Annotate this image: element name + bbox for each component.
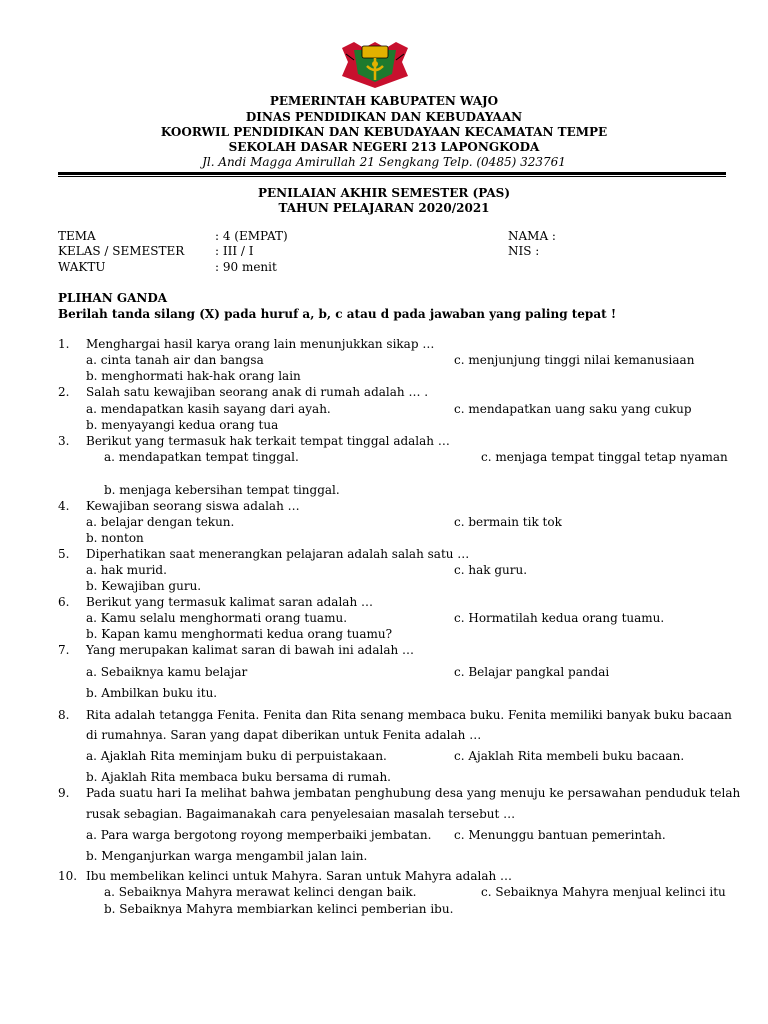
option-a: a. Sebaiknya Mahyra merawat kelinci dengan baik.	[104, 885, 417, 899]
letterhead-line-4: SEKOLAH DASAR NEGERI 213 LAPONGKODA	[228, 140, 540, 154]
option-a: a. belajar dengan tekun.	[86, 515, 235, 529]
option-b: b. menghormati hak-hak orang lain	[86, 369, 301, 383]
question-text: Diperhatikan saat menerangkan pelajaran adalah salah satu …	[86, 547, 470, 561]
question-text: Salah satu kewajiban seorang anak di rumah adalah … .	[86, 385, 429, 399]
option-b: b. menyayangi kedua orang tua	[86, 418, 279, 432]
option-b: b. Ajaklah Rita membaca buku bersama di rumah.	[86, 770, 391, 784]
option-b: b. Kapan kamu menghormati kedua orang tuamu?	[86, 627, 393, 641]
option-c: c. bermain tik tok	[454, 515, 562, 529]
waktu-value: : 90 menit	[215, 260, 277, 274]
option-b: b. Kewajiban guru.	[86, 579, 202, 593]
exam-year: TAHUN PELAJARAN 2020/2021	[278, 201, 490, 215]
option-a: a. Para warga bergotong royong memperbaiki jembatan.	[86, 828, 432, 842]
question-text: Menghargai hasil karya orang lain menunjukkan sikap …	[86, 337, 435, 351]
regency-crest-icon	[340, 40, 410, 90]
question-number: 5.	[58, 547, 70, 561]
question-text: Kewajiban seorang siswa adalah …	[86, 499, 300, 513]
question-number: 2.	[58, 385, 70, 399]
option-b: b. Menganjurkan warga mengambil jalan lain.	[86, 849, 368, 863]
option-a: a. Kamu selalu menghormati orang tuamu.	[86, 611, 348, 625]
question-text-cont: di rumahnya. Saran yang dapat diberikan untuk Fenita adalah …	[86, 728, 482, 742]
question-number: 8.	[58, 708, 70, 722]
option-c: c. menjaga tempat tinggal tetap nyaman	[481, 450, 728, 464]
option-c: c. Belajar pangkal pandai	[454, 665, 610, 679]
option-b: b. Ambilkan buku itu.	[86, 686, 218, 700]
option-a: a. Sebaiknya kamu belajar	[86, 665, 248, 679]
question-text: Yang merupakan kalimat saran di bawah ini adalah …	[86, 643, 415, 657]
letterhead-address: Jl. Andi Magga Amirullah 21 Sengkang Telp. (0485) 323761	[202, 155, 566, 169]
question-number: 6.	[58, 595, 70, 609]
nis-label: NIS :	[508, 244, 540, 258]
waktu-label: WAKTU	[58, 260, 106, 274]
kelas-value: : III / I	[215, 244, 254, 258]
question-number: 9.	[58, 786, 70, 800]
section-instruction: Berilah tanda silang (X) pada huruf a, b, c atau d pada jawaban yang paling tepat !	[58, 307, 617, 321]
question-number: 10.	[58, 869, 78, 883]
exam-title: PENILAIAN AKHIR SEMESTER (PAS)	[257, 186, 511, 200]
letterhead-line-3: KOORWIL PENDIDIKAN DAN KEBUDAYAAN KECAMATAN TEMPE	[160, 125, 608, 139]
question-number: 1.	[58, 337, 70, 351]
question-number: 7.	[58, 643, 70, 657]
option-b: b. Sebaiknya Mahyra membiarkan kelinci pemberian ibu.	[104, 902, 454, 916]
question-text: Berikut yang termasuk hak terkait tempat tinggal adalah …	[86, 434, 450, 448]
question-text: Berikut yang termasuk kalimat saran adalah …	[86, 595, 373, 609]
option-b: b. menjaga kebersihan tempat tinggal.	[104, 483, 340, 497]
question-number: 3.	[58, 434, 70, 448]
letterhead-line-1: PEMERINTAH KABUPATEN WAJO	[269, 94, 499, 108]
option-c: c. menjunjung tinggi nilai kemanusiaan	[454, 353, 695, 367]
option-c: c. Hormatilah kedua orang tuamu.	[454, 611, 665, 625]
question-text: Ibu membelikan kelinci untuk Mahyra. Saran untuk Mahyra adalah …	[86, 869, 513, 883]
tema-value: : 4 (EMPAT)	[215, 229, 288, 243]
section-heading: PLIHAN GANDA	[58, 291, 168, 305]
question-text: Rita adalah tetangga Fenita. Fenita dan Rita senang membaca buku. Fenita memiliki banyak buku bacaan	[86, 708, 732, 722]
nama-label: NAMA :	[508, 229, 556, 243]
option-a: a. Ajaklah Rita meminjam buku di perpuistakaan.	[86, 749, 387, 763]
question-text-cont: rusak sebagian. Bagaimanakah cara penyelesaian masalah tersebut …	[86, 807, 516, 821]
option-c: c. Ajaklah Rita membeli buku bacaan.	[454, 749, 685, 763]
option-c: c. hak guru.	[454, 563, 528, 577]
tema-label: TEMA	[58, 229, 96, 243]
kelas-label: KELAS / SEMESTER	[58, 244, 185, 258]
question-number: 4.	[58, 499, 70, 513]
header-rule-thin	[58, 176, 726, 177]
option-c: c. Menunggu bantuan pemerintah.	[454, 828, 666, 842]
option-a: a. mendapatkan tempat tinggal.	[104, 450, 299, 464]
option-b: b. nonton	[86, 531, 144, 545]
option-a: a. cinta tanah air dan bangsa	[86, 353, 264, 367]
letterhead-line-2: DINAS PENDIDIKAN DAN KEBUDAYAAN	[245, 110, 523, 124]
question-text: Pada suatu hari Ia melihat bahwa jembatan penghubung desa yang menuju ke persawahan penduduk telah	[86, 786, 741, 800]
option-a: a. mendapatkan kasih sayang dari ayah.	[86, 402, 331, 416]
option-a: a. hak murid.	[86, 563, 167, 577]
header-rule	[58, 172, 726, 175]
option-c: c. Sebaiknya Mahyra menjual kelinci itu	[481, 885, 726, 899]
option-c: c. mendapatkan uang saku yang cukup	[454, 402, 692, 416]
